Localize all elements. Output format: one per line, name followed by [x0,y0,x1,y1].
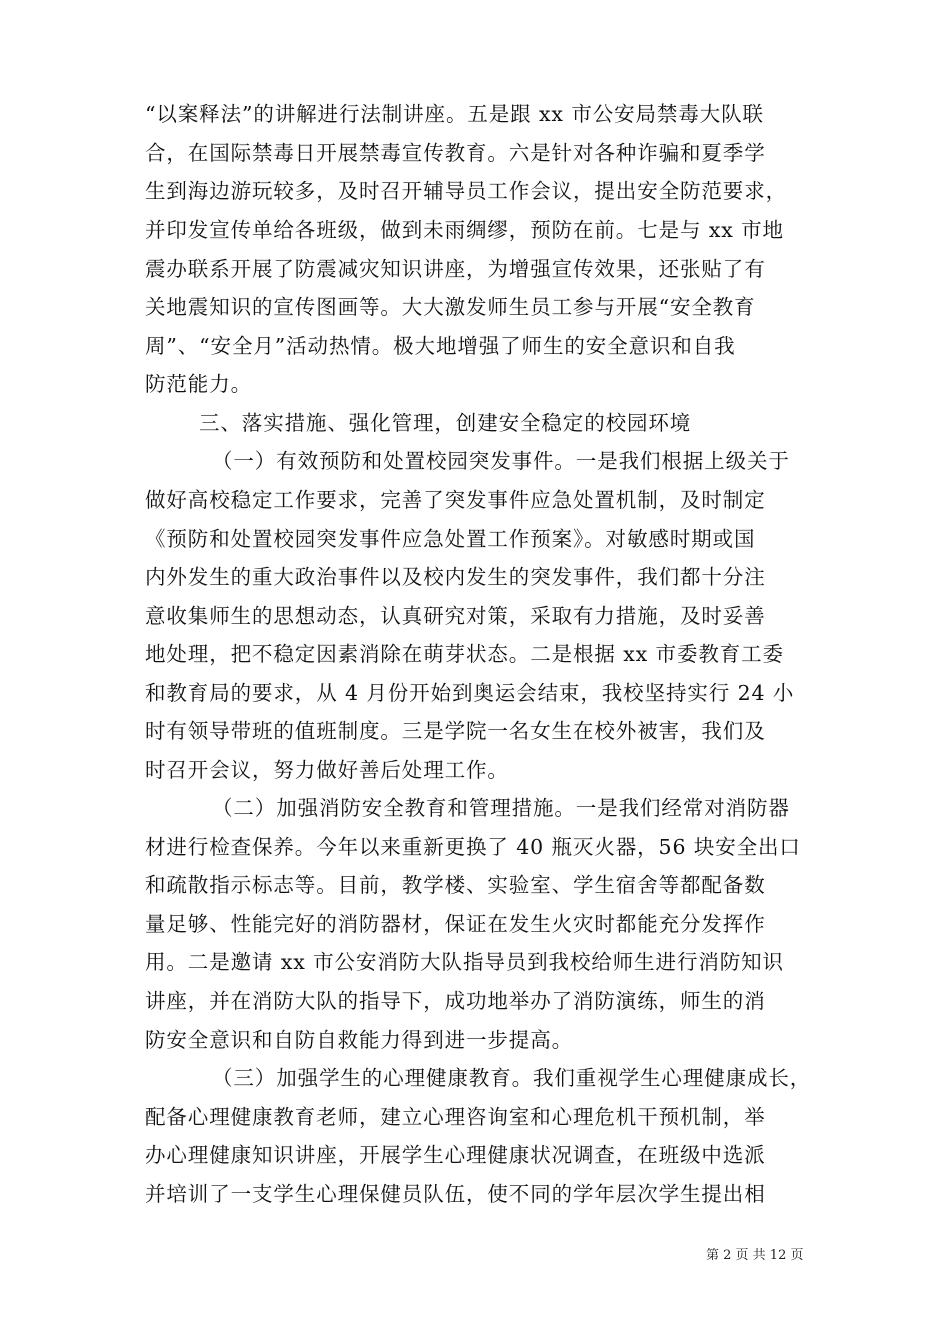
body-line: 办心理健康知识讲座，开展学生心理健康状况调查，在班级中选派 [145,1143,766,1167]
body-line: 时有领导带班的值班制度。三是学院一名女生在校外被害，我们及 [145,719,766,743]
body-line: 关地震知识的宣传图画等。大大激发师生员工参与开展“安全教育 [145,295,756,319]
body-line: 意收集师生的思想动态，认真研究对策，采取有力措施，及时妥善 [145,604,766,628]
body-line: （三）加强学生的心理健康教育。我们重视学生心理健康成长， [212,1066,812,1090]
body-line: 生到海边游玩较多，及时召开辅导员工作会议，提出安全防范要求， [145,179,787,203]
body-line: 三、落实措施、强化管理，创建安全稳定的校园环境 [199,411,692,435]
body-line: 震办联系开展了防震减灾知识讲座，为增强宣传效果，还张贴了有 [145,257,766,281]
body-line: 地处理，把不稳定因素消除在萌芽状态。二是根据 xx 市委教育工委 [145,642,784,666]
body-line: 量足够、性能完好的消防器材，保证在发生火灾时都能充分发挥作 [145,912,766,936]
body-line: “以案释法”的讲解进行法制讲座。五是跟 xx 市公安局禁毒大队联 [145,102,764,126]
body-line: 《预防和处置校园突发事件应急处置工作预案》。对敏感时期或国 [145,527,756,551]
body-line: 内外发生的重大政治事件以及校内发生的突发事件，我们都十分注 [145,565,766,589]
body-line: 防安全意识和自防自救能力得到进一步提高。 [145,1028,573,1052]
body-line: 做好高校稳定工作要求，完善了突发事件应急处置机制，及时制定 [145,488,766,512]
body-line: 材进行检查保养。今年以来重新更换了 40 瓶灭火器，56 块安全出口 [145,835,801,859]
body-line: 并印发宣传单给各班级，做到未雨绸缪，预防在前。七是与 xx 市地 [145,218,784,242]
body-line: 用。二是邀请 xx 市公安消防大队指导员到我校给师生进行消防知识 [145,950,784,974]
body-line: 讲座，并在消防大队的指导下，成功地举办了消防演练，师生的消 [145,989,766,1013]
body-line: 防范能力。 [145,372,252,396]
body-line: （一）有效预防和处置校园突发事件。一是我们根据上级关于 [212,449,790,473]
body-line: （二）加强消防安全教育和管理措施。一是我们经常对消防器 [212,796,790,820]
body-line: 周”、“安全月”活动热情。极大地增强了师生的安全意识和自我 [145,334,736,358]
body-line: 和疏散指示标志等。目前，教学楼、实验室、学生宿舍等都配备数 [145,873,766,897]
body-line: 和教育局的要求，从 4 月份开始到奥运会结束，我校坚持实行 24 小 [145,681,795,705]
body-line: 配备心理健康教育老师，建立心理咨询室和心理危机干预机制，举 [145,1105,766,1129]
page-footer: 第 2 页 共 12 页 [706,1248,804,1263]
body-line: 合，在国际禁毒日开展禁毒宣传教育。六是针对各种诈骗和夏季学 [145,141,766,165]
body-line: 并培训了一支学生心理保健员队伍，使不同的学年层次学生提出相 [145,1182,766,1206]
body-line: 时召开会议，努力做好善后处理工作。 [145,758,509,782]
